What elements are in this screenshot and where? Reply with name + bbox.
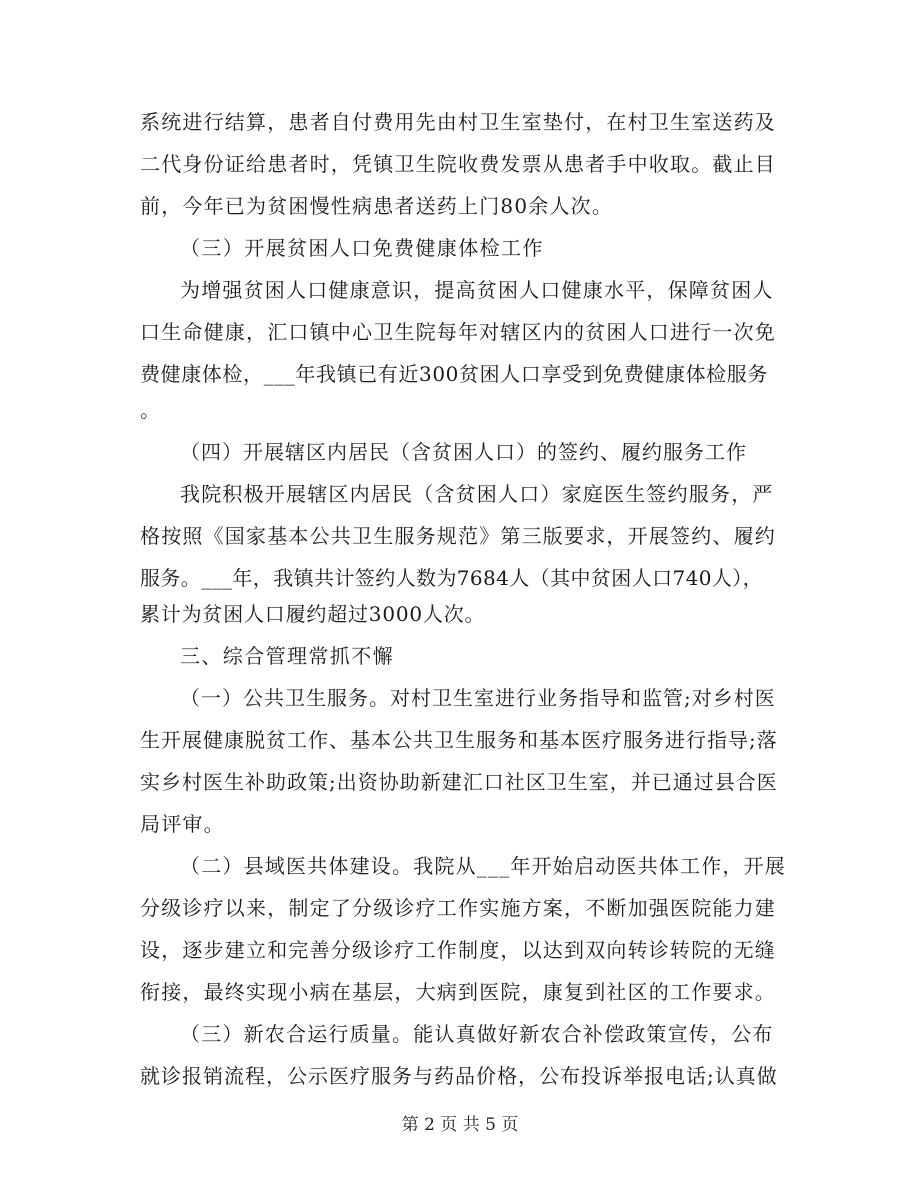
paragraph-line: 费健康体检，___年我镇已有近300贫困人口享受到免费健康体检服务 (140, 362, 768, 386)
paragraph-line: 二代身份证给患者时，凭镇卫生院收费发票从患者手中收取。截止目 (140, 152, 776, 176)
section-heading: （二）县域医共体建设。我院从___年开始启动医共体工作，开展 (180, 854, 786, 878)
paragraph-line: 我院积极开展辖区内居民（含贫困人口）家庭医生签约服务，严 (180, 482, 774, 506)
paragraph-line: 设，逐步建立和完善分级诊疗工作制度，以达到双向转诊转院的无缝 (140, 938, 776, 962)
paragraph-line: 。 (140, 398, 160, 422)
paragraph-line: 分级诊疗以来，制定了分级诊疗工作实施方案，不断加强医院能力建 (140, 896, 776, 920)
paragraph-line: 局评审。 (140, 812, 225, 836)
paragraph-line: 为增强贫困人口健康意识，提高贫困人口健康水平，保障贫困人 (180, 278, 774, 302)
section-heading: （三）新农合运行质量。能认真做好新农合补偿政策宣传，公布 (180, 1022, 774, 1046)
paragraph-line: 前，今年已为贫困慢性病患者送药上门80余人次。 (140, 194, 614, 218)
section-heading: 三、综合管理常抓不懈 (180, 644, 394, 668)
paragraph-line: 累计为贫困人口履约超过3000人次。 (140, 602, 486, 626)
section-heading: （三）开展贫困人口免费健康体检工作 (180, 236, 544, 260)
paragraph-line: 实乡村医生补助政策;出资协助新建汇口社区卫生室，并已通过县合医 (140, 770, 778, 794)
page-footer: 第 2 页 共 5 页 (401, 1115, 519, 1135)
paragraph-line: 生开展健康脱贫工作、基本公共卫生服务和基本医疗服务进行指导;落 (140, 728, 778, 752)
paragraph-line: 衔接，最终实现小病在基层，大病到医院，康复到社区的工作要求。 (140, 980, 776, 1004)
paragraph-line: 服务。___年，我镇共计签约人数为7684人（其中贫困人口740人）， (140, 566, 764, 590)
paragraph-line: 系统进行结算，患者自付费用先由村卫生室垫付，在村卫生室送药及 (140, 110, 776, 134)
paragraph-line: 口生命健康，汇口镇中心卫生院每年对辖区内的贫困人口进行一次免 (140, 320, 776, 344)
section-heading: （四）开展辖区内居民（含贫困人口）的签约、履约服务工作 (180, 440, 747, 464)
section-heading: （一）公共卫生服务。对村卫生室进行业务指导和监管;对乡村医 (180, 686, 776, 710)
paragraph-line: 格按照《国家基本公共卫生服务规范》第三版要求，开展签约、履约 (140, 524, 776, 548)
paragraph-line: 就诊报销流程，公示医疗服务与药品价格，公布投诉举报电话;认真做 (140, 1064, 778, 1088)
